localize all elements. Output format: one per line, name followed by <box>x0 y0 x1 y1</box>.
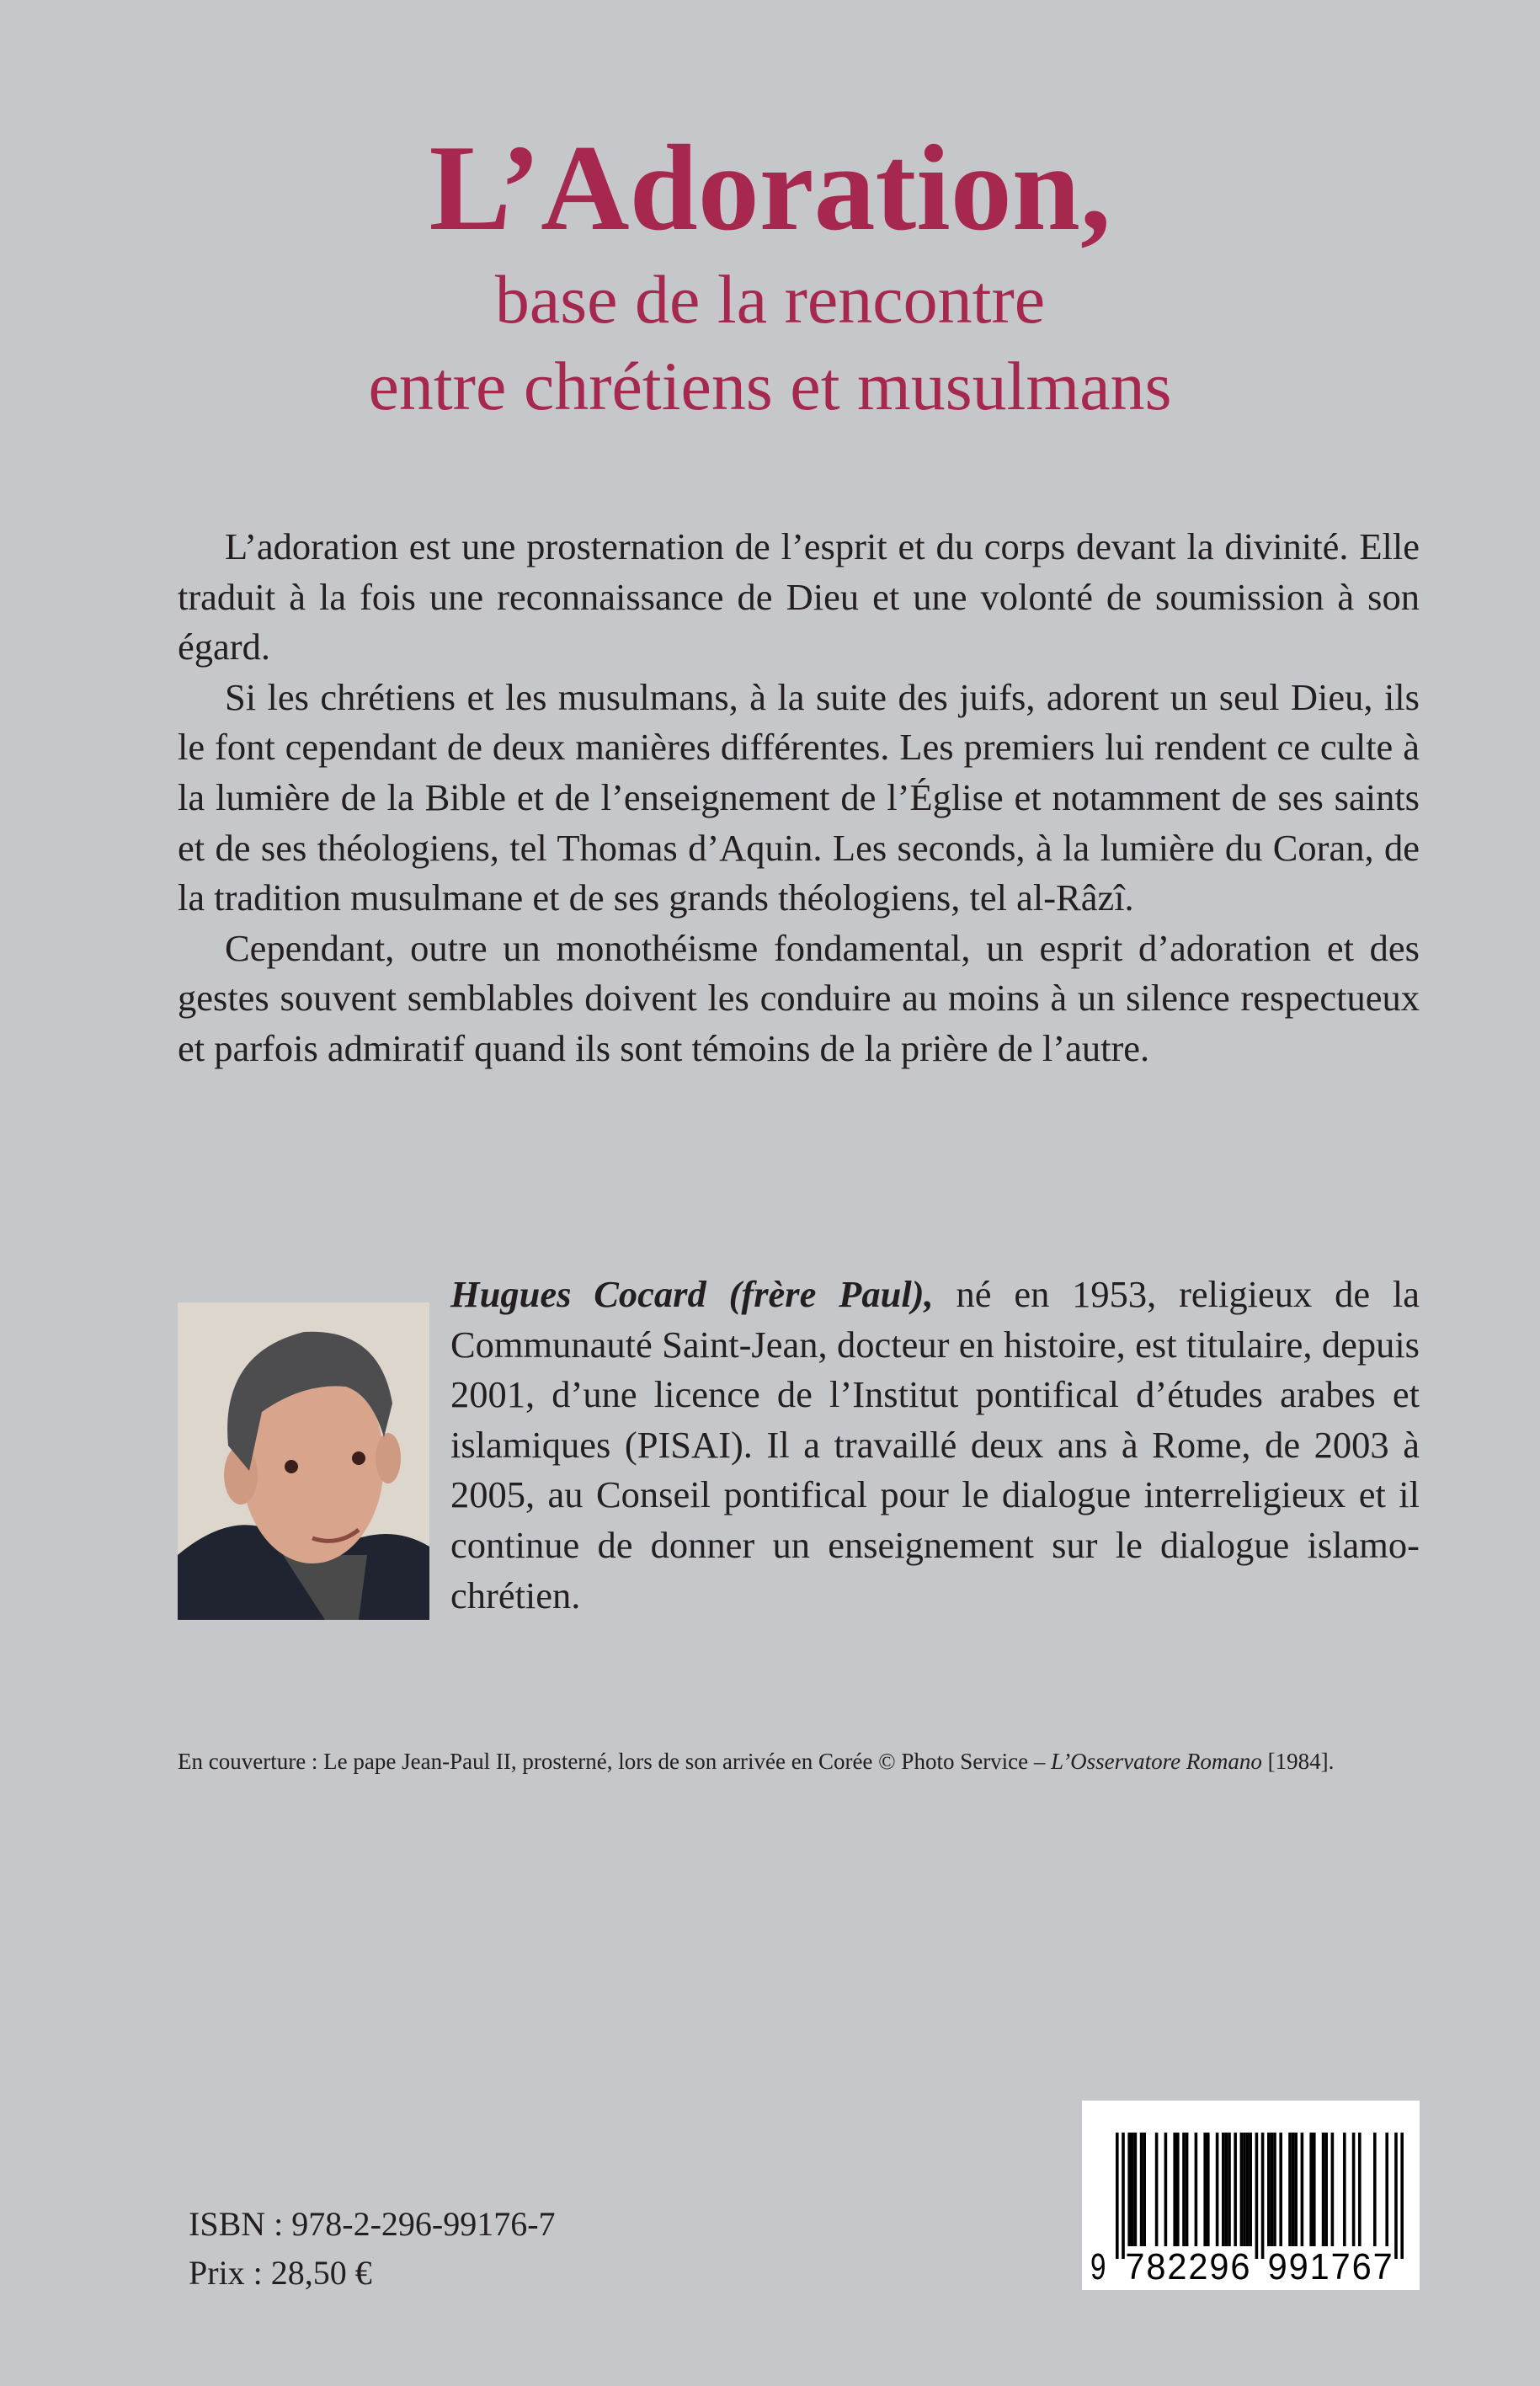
isbn: ISBN : 978-2-296-99176-7 <box>189 2205 556 2243</box>
price: Prix : 28,50 € <box>189 2254 372 2292</box>
barcode-bar <box>1228 2133 1231 2246</box>
barcode-bar <box>1292 2133 1295 2246</box>
barcode-bar <box>1261 2133 1265 2259</box>
barcode-bar <box>1234 2133 1237 2246</box>
barcode-bar <box>1116 2133 1119 2259</box>
barcode-bar <box>1240 2133 1244 2246</box>
barcode-bar <box>1255 2133 1259 2259</box>
barcode-bar <box>1186 2133 1189 2246</box>
barcode-bar <box>1243 2133 1246 2246</box>
author-bio <box>450 1270 1420 1621</box>
barcode-bar <box>1164 2133 1168 2246</box>
barcode-digits: 991767 <box>1267 2246 1394 2287</box>
barcode-bar <box>1225 2133 1228 2246</box>
barcode-bar <box>1322 2133 1325 2246</box>
barcode-bar <box>1343 2133 1346 2246</box>
barcode-bar <box>1143 2133 1146 2246</box>
barcode-bar <box>1331 2133 1335 2246</box>
subtitle-line-2: entre chrétiens et musulmans <box>368 347 1172 424</box>
subtitle-line-1: base de la rencontre <box>494 261 1046 338</box>
author-name: Hugues Cocard (frère Paul), <box>450 1273 934 1315</box>
barcode-bar <box>1313 2133 1316 2246</box>
barcode-digits: 9 <box>1090 2246 1107 2287</box>
barcode-bar <box>1385 2133 1388 2246</box>
cover-credit-text: En couverture : Le pape Jean-Paul II, prosterné, lors de son arrivée en Corée © Photo Service – <box>178 1749 1052 1774</box>
barcode-bar <box>1127 2133 1131 2246</box>
barcode-bar <box>1173 2133 1176 2246</box>
barcode-bar <box>1195 2133 1198 2246</box>
barcode-bar <box>1373 2133 1377 2246</box>
book-title: L’Adoration, <box>429 120 1111 256</box>
barcode-bar <box>1324 2133 1328 2246</box>
author-photo <box>178 1302 429 1620</box>
cover-credit-source: L’Osservatore Romano <box>1051 1749 1262 1774</box>
description-paragraph: Si les chrétiens et les musulmans, à la suite des juifs, adorent un seul Dieu, ils le font cependant de deux manières différentes. Les premiers lui rendent ce culte à la lumière de la Bible et de l’enseignement de l’Église et notamment de ses saints et de ses théologiens, tel Thomas d’Aquin. Les seconds, à la lumière du Coran, de la tradition musulmane et de ses grands théologiens, tel al-Râzî. <box>178 675 1420 919</box>
barcode-bar <box>1249 2133 1252 2246</box>
barcode-bar <box>1246 2133 1250 2246</box>
cover-credit-year: [1984]. <box>1261 1749 1335 1774</box>
barcode-bar <box>1140 2133 1143 2246</box>
barcode-bar <box>1301 2133 1304 2246</box>
barcode-bar <box>1352 2133 1356 2246</box>
barcode <box>1082 2101 1420 2290</box>
barcode-bar <box>1182 2133 1186 2246</box>
book-description <box>178 522 1420 1074</box>
barcode-bar <box>1358 2133 1361 2246</box>
cover-credit <box>178 1749 1424 1775</box>
barcode-bars <box>1082 2101 1420 2290</box>
barcode-bar <box>1294 2133 1298 2246</box>
barcode-bar <box>1134 2133 1138 2246</box>
author-bio-text: né en 1953, religieux de la Communauté Saint-Jean, docteur en histoire, est titulaire, depuis 2001, d’une licence de l’Institut pontifical d’études arabes et islamiques (PISAI). Il a travaillé deux ans à Rome, de 2003 à 2005, au Conseil pontifical pour le dialogue interreligieux et il continue de donner un enseignement sur le dialogue islamo-chrétien. <box>450 1273 1420 1616</box>
barcode-bar <box>1309 2133 1313 2246</box>
barcode-bar <box>1394 2133 1398 2259</box>
barcode-bar <box>1279 2133 1282 2246</box>
barcode-digits: 782296 <box>1125 2246 1252 2287</box>
barcode-bar <box>1122 2133 1125 2259</box>
barcode-bar <box>1267 2133 1271 2246</box>
barcode-bar <box>1131 2133 1134 2246</box>
barcode-bar <box>1176 2133 1180 2246</box>
barcode-bar <box>1216 2133 1219 2246</box>
barcode-bar <box>1400 2133 1404 2259</box>
book-subtitle <box>0 257 1540 429</box>
barcode-bar <box>1222 2133 1225 2246</box>
barcode-bar <box>1203 2133 1207 2246</box>
description-paragraph: Cependant, outre un monothéisme fondamental, un esprit d’adoration et des gestes souvent semblables doivent les conduire au moins à un silence respectueux et parfois admiratif quand ils sont témoins de la prière de l’autre. <box>178 926 1420 1069</box>
barcode-bar <box>1271 2133 1274 2246</box>
barcode-bar <box>1155 2133 1159 2246</box>
barcode-bar <box>1288 2133 1292 2246</box>
description-paragraph: L’adoration est une prosternation de l’esprit et du corps devant la divinité. Elle traduit à la fois une reconnaissance de Dieu et une volonté de soumission à son égard. <box>178 525 1420 668</box>
barcode-bar <box>1207 2133 1210 2246</box>
barcode-bar <box>1273 2133 1276 2246</box>
